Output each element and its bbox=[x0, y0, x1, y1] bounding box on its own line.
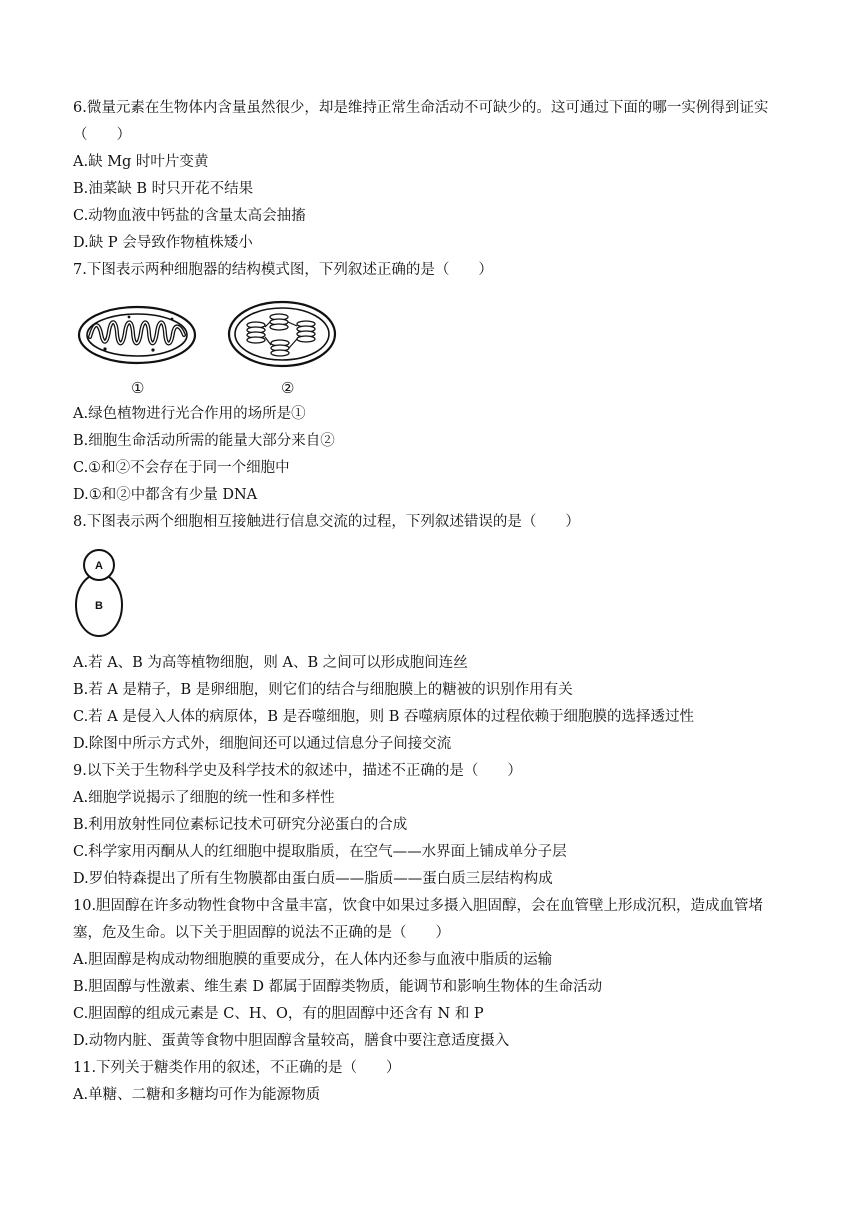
question-8-option-c: C.若 A 是侵入人体的病原体，B 是吞噬细胞，则 B 吞噬病原体的过程依赖于细胞膜的选择透过性 bbox=[73, 709, 695, 725]
cell-contact-diagram bbox=[74, 547, 126, 639]
question-6-option-d: D.缺 P 会导致作物植株矮小 bbox=[73, 235, 253, 251]
question-6-stem: 6.微量元素在生物体内含量虽然很少，却是维持正常生命活动不可缺少的。这可通过下面的哪一实例得到证实 bbox=[73, 100, 769, 116]
question-10-stem-continuation: 塞，危及生命。以下关于胆固醇的说法不正确的是（ ） bbox=[73, 925, 450, 941]
question-10-option-c: C.胆固醇的组成元素是 C、H、O，有的胆固醇中还含有 N 和 P bbox=[73, 1006, 484, 1022]
question-9-option-b: B.利用放射性同位素标记技术可研究分泌蛋白的合成 bbox=[73, 817, 408, 833]
question-9-option-a: A.细胞学说揭示了细胞的统一性和多样性 bbox=[73, 790, 335, 806]
question-8-option-d: D.除图中所示方式外，细胞间还可以通过信息分子间接交流 bbox=[73, 736, 452, 752]
figure-label-1: ① bbox=[131, 379, 145, 397]
question-8-stem: 8.下图表示两个细胞相互接触进行信息交流的过程，下列叙述错误的是（ ） bbox=[73, 514, 580, 530]
question-9-stem: 9.以下关于生物科学史及科学技术的叙述中，描述不正确的是（ ） bbox=[73, 763, 522, 779]
question-6-option-c: C.动物血液中钙盐的含量太高会抽搐 bbox=[73, 208, 306, 224]
mitochondrion-diagram bbox=[76, 303, 198, 367]
question-11-stem: 11.下列关于糖类作用的叙述，不正确的是（ ） bbox=[73, 1060, 401, 1076]
question-6-stem-continuation: （ ） bbox=[73, 127, 131, 143]
question-10-option-a: A.胆固醇是构成动物细胞膜的重要成分，在人体内还参与血液中脂质的运输 bbox=[73, 952, 553, 968]
question-7-stem: 7.下图表示两种细胞器的结构模式图，下列叙述正确的是（ ） bbox=[73, 262, 493, 278]
question-9-option-c: C.科学家用丙酮从人的红细胞中提取脂质，在空气——水界面上铺成单分子层 bbox=[73, 844, 567, 860]
question-8-option-b: B.若 A 是精子，B 是卵细胞，则它们的结合与细胞膜上的糖被的识别作用有关 bbox=[73, 682, 573, 698]
question-6-option-b: B.油菜缺 B 时只开花不结果 bbox=[73, 181, 254, 197]
question-11-option-a: A.单糖、二糖和多糖均可作为能源物质 bbox=[73, 1087, 321, 1103]
question-10-option-d: D.动物内脏、蛋黄等食物中胆固醇含量较高，膳食中要注意适度摄入 bbox=[73, 1033, 510, 1049]
question-9-option-d: D.罗伯特森提出了所有生物膜都由蛋白质——脂质——蛋白质三层结构构成 bbox=[73, 871, 553, 887]
question-8-option-a: A.若 A、B 为高等植物细胞，则 A、B 之间可以形成胞间连丝 bbox=[73, 655, 468, 671]
question-7-option-a: A.绿色植物进行光合作用的场所是① bbox=[73, 406, 306, 422]
cell-b-label: B bbox=[95, 600, 103, 612]
question-7-option-c: C.①和②不会存在于同一个细胞中 bbox=[73, 460, 290, 476]
question-10-stem: 10.胆固醇在许多动物性食物中含量丰富，饮食中如果过多摄入胆固醇，会在血管壁上形成沉积，造成血管堵 bbox=[73, 898, 764, 914]
question-7-option-b: B.细胞生命活动所需的能量大部分来自② bbox=[73, 433, 335, 449]
question-7-option-d: D.①和②中都含有少量 DNA bbox=[73, 487, 258, 503]
question-10-option-b: B.胆固醇与性激素、维生素 D 都属于固醇类物质，能调节和影响生物体的生命活动 bbox=[73, 979, 603, 995]
cell-a-label: A bbox=[95, 560, 103, 572]
chloroplast-diagram bbox=[226, 299, 338, 369]
figure-label-2: ② bbox=[281, 379, 295, 397]
question-6-option-a: A.缺 Mg 时叶片变黄 bbox=[73, 154, 209, 170]
